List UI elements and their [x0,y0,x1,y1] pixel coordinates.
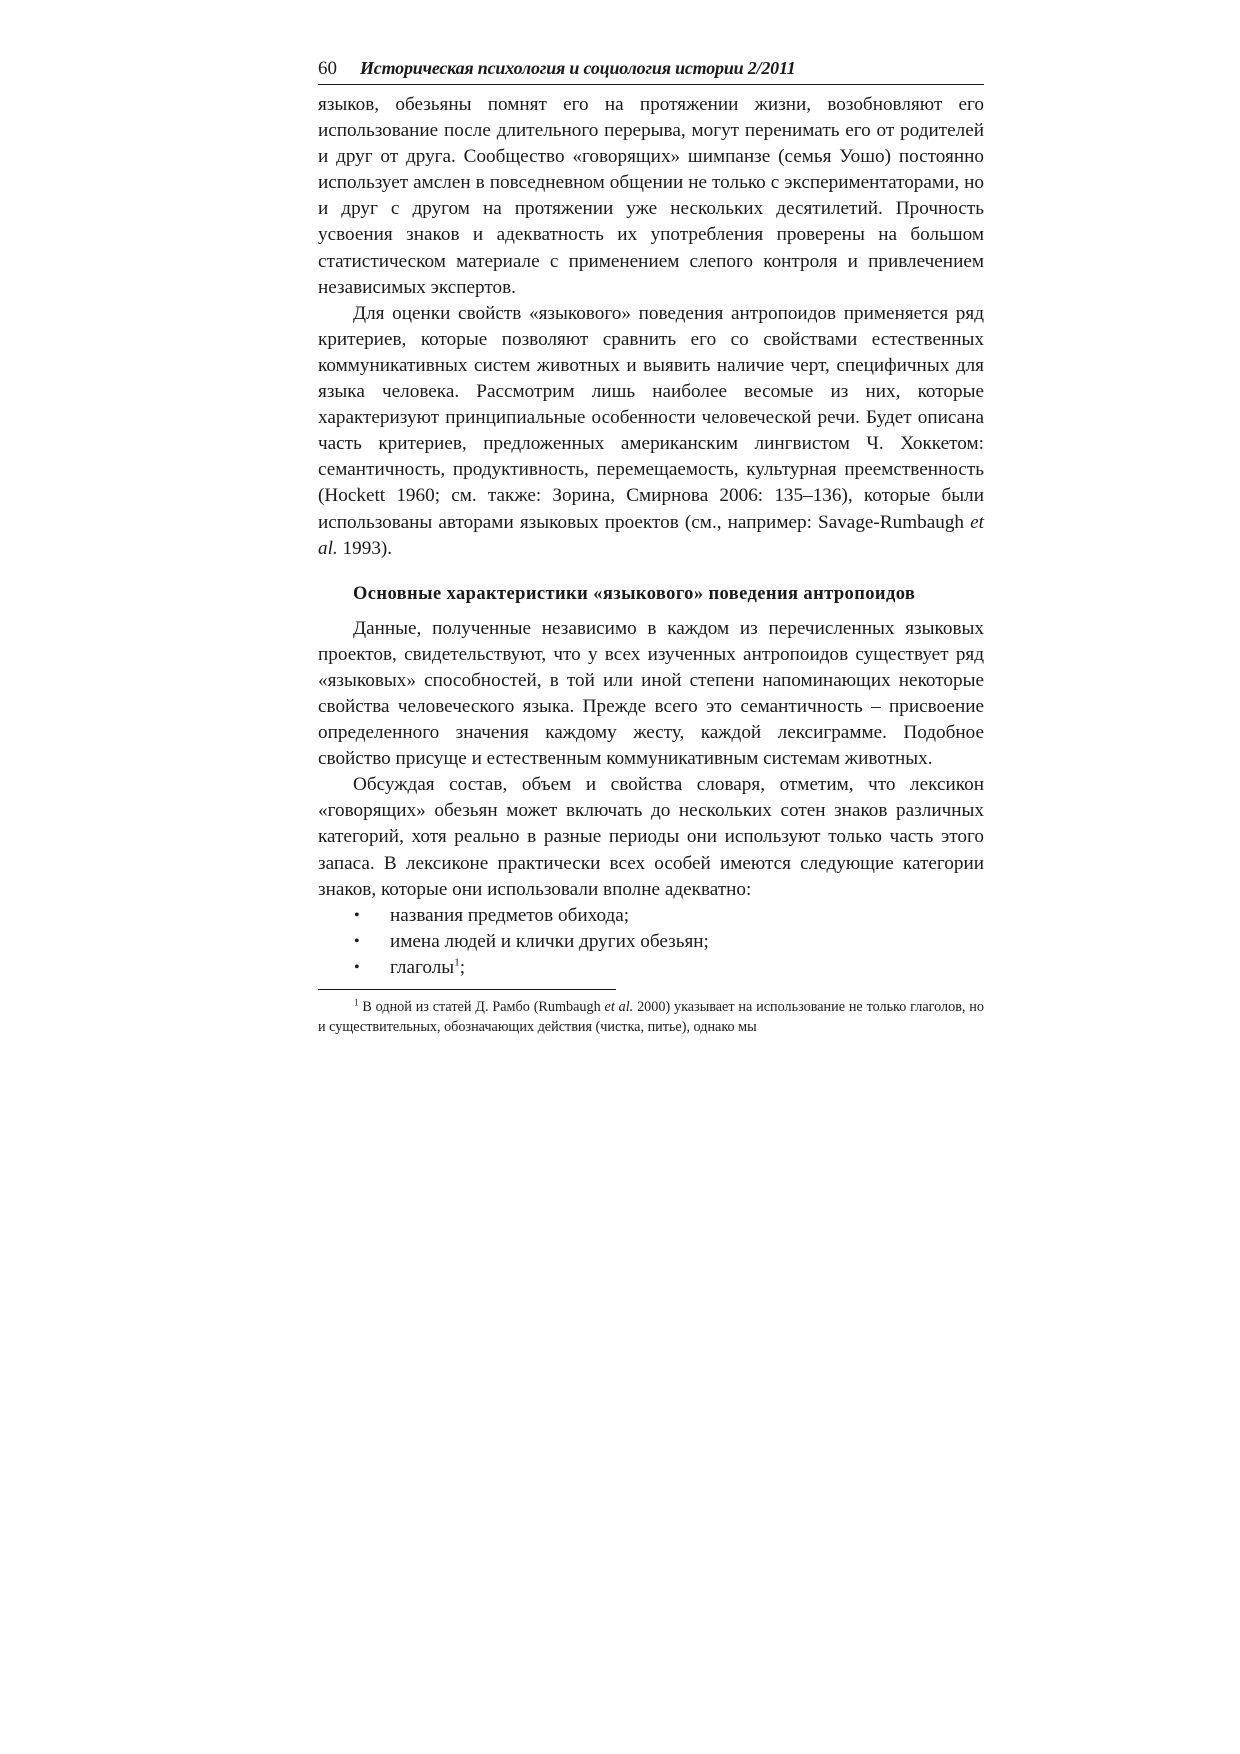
list-item-text: глаголы [390,956,455,978]
journal-title: Историческая психология и социология истории 2/2011 [360,58,796,78]
list-item [318,929,984,955]
paragraph-1: языков, обезьяны помнят его на протяжении жизни, возобновляют его использование после длительного перерыва, могут перенимать его от родителей и друг от друга. Сообщество «говорящих» шимпанзе (семья Уошо) постоянно использует амслен в повседневном общении не только с экспериментаторами, но и друг с другом на протяжении уже нескольких десятилетий. Прочность усвоения знаков и адекватность их употребления проверены на большом статистическом материале с применением слепого контроля и привлечением независимых экспертов. [318,94,984,298]
list-item-text: имена людей и клички других обезьян; [390,930,709,952]
paragraph-4: Обсуждая состав, объем и свойства словаря, отметим, что лексикон «говорящих» обезьян может включать до нескольких сотен знаков различных категорий, хотя реально в разные периоды они используют только часть этого запаса. В лексиконе практически всех особей имеются следующие категории знаков, которые они использовали вполне адекватно: [318,774,984,900]
document-page [318,58,984,1037]
running-head [318,58,984,85]
paragraph-2-end: 1993). [337,537,393,559]
bullet-icon: • [354,932,360,950]
list-item-punct: ; [459,956,466,978]
list-item-text: названия предметов обихода; [390,904,630,926]
footnote-number: 1 [354,997,359,1008]
bullet-icon: • [354,906,360,924]
bullet-icon: • [354,958,360,976]
paragraph-2 [318,301,984,562]
footnote-reference[interactable]: 1 [454,956,460,969]
paragraph-2-text: Для оценки свойств «языкового» поведения антропоидов применяется ряд критериев, которые позволяют сравнить его со свойствами естественных коммуникативных систем животных и выявить наличие черт, специфичных для языка человека. Рассмотрим лишь наиболее весомые из них, которые характеризуют принципиальные особенности человеческой речи. Будет описана часть критериев, предложенных американским лингвистом Ч. Хоккетом: семантичность, продуктивность, перемещаемость, культурная преемственность (Hockett 1960; см. также: Зорина, Смирнова 2006: 135–136), которые были использованы авторами языковых проектов (см., например: Savage-Rumbaugh [318,302,984,533]
category-list [318,903,984,981]
footnote [318,998,984,1037]
footnote-separator [318,989,616,990]
paragraph-3: Данные, полученные независимо в каждом из перечисленных языковых проектов, свидетельствуют, что у всех изученных антропоидов существует ряд «языковых» способностей, в той или иной степени напоминающих некоторые свойства человеческого языка. Прежде всего это семантичность – присвоение определенного значения каждому жесту, каждой лексиграмме. Подобное свойство присуще и естественным коммуникативным системам животных. [318,617,984,770]
footnote-text-start: В одной из статей Д. Рамбо (Rumbaugh [358,999,605,1015]
page-number: 60 [318,58,337,79]
section-heading: Основные характеристики «языкового» поведения антропоидов [353,583,916,604]
list-item [318,903,984,929]
footnote-text-end: 2000) указывает на использование не только глаголов, но и существительных, обозначающих действия (чистка, питье), однако мы [318,999,984,1035]
paragraph-2-etal: et al. [318,511,984,559]
body-text [318,92,984,1037]
footnote-etal: et al. [604,999,634,1015]
list-item [318,955,984,981]
